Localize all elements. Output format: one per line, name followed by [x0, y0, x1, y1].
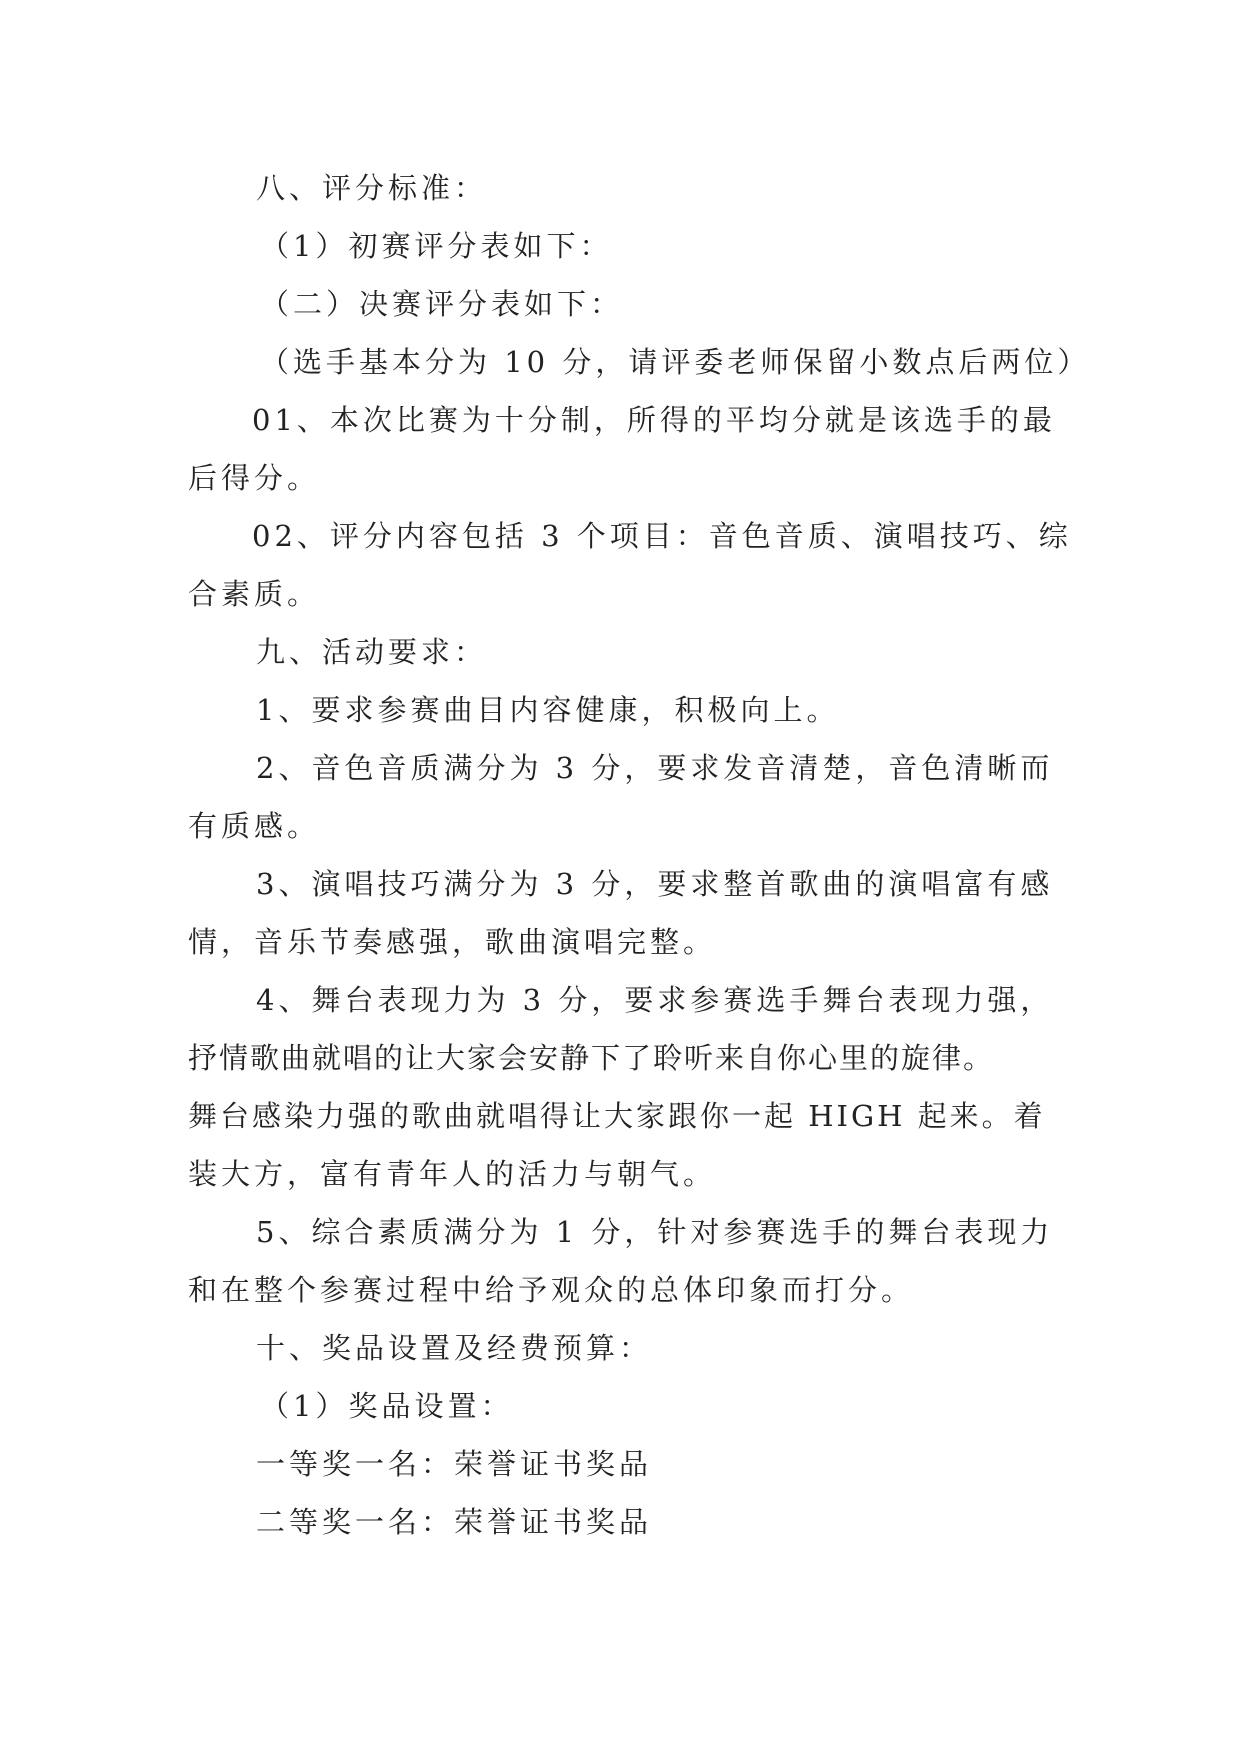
requirement-5-line-2: 和在整个参赛过程中给予观众的总体印象而打分。 [188, 1273, 915, 1307]
requirement-4-line-2: 抒情歌曲就唱的让大家会安静下了聆听来自你心里的旋律。 [188, 1041, 995, 1075]
requirement-3-line-2: 情，音乐节奏感强，歌曲演唱完整。 [188, 925, 717, 959]
requirement-2-line-2: 有质感。 [188, 809, 321, 843]
requirement-2-line-1: 2、音色音质满分为 3 分，要求发音清楚，音色清晰而 [256, 751, 1054, 785]
rule-1-line-2: 后得分。 [188, 461, 321, 495]
note-base-score: （选手基本分为 10 分，请评委老师保留小数点后两位） [260, 345, 1091, 379]
requirement-5-line-1: 5、综合素质满分为 1 分，针对参赛选手的舞台表现力 [256, 1215, 1054, 1249]
section-heading-scoring: 八、评分标准： [256, 171, 488, 205]
prize-first: 一等奖一名：荣誉证书奖品 [256, 1447, 653, 1481]
prize-second: 二等奖一名：荣誉证书奖品 [256, 1505, 653, 1539]
subheading-final: （二）决赛评分表如下： [260, 287, 624, 321]
subheading-preliminary: （1）初赛评分表如下： [260, 229, 613, 263]
section-heading-requirements: 九、活动要求： [256, 635, 488, 669]
requirement-3-line-1: 3、演唱技巧满分为 3 分，要求整首歌曲的演唱富有感 [256, 867, 1054, 901]
requirement-4-line-1: 4、舞台表现力为 3 分，要求参赛选手舞台表现力强， [256, 983, 1054, 1017]
section-heading-prizes: 十、奖品设置及经费预算： [256, 1331, 653, 1365]
rule-2-line-1: 02、评分内容包括 3 个项目：音色音质、演唱技巧、综 [252, 519, 1072, 553]
rule-1-line-1: 01、本次比赛为十分制，所得的平均分就是该选手的最 [252, 403, 1056, 437]
requirement-4-line-3: 舞台感染力强的歌曲就唱得让大家跟你一起 HIGH 起来。着 [188, 1099, 1046, 1133]
subheading-prize-settings: （1）奖品设置： [260, 1389, 514, 1423]
requirement-4-line-4: 装大方，富有青年人的活力与朝气。 [188, 1157, 717, 1191]
requirement-1: 1、要求参赛曲目内容健康，积极向上。 [256, 693, 840, 727]
rule-2-line-2: 合素质。 [188, 577, 321, 611]
